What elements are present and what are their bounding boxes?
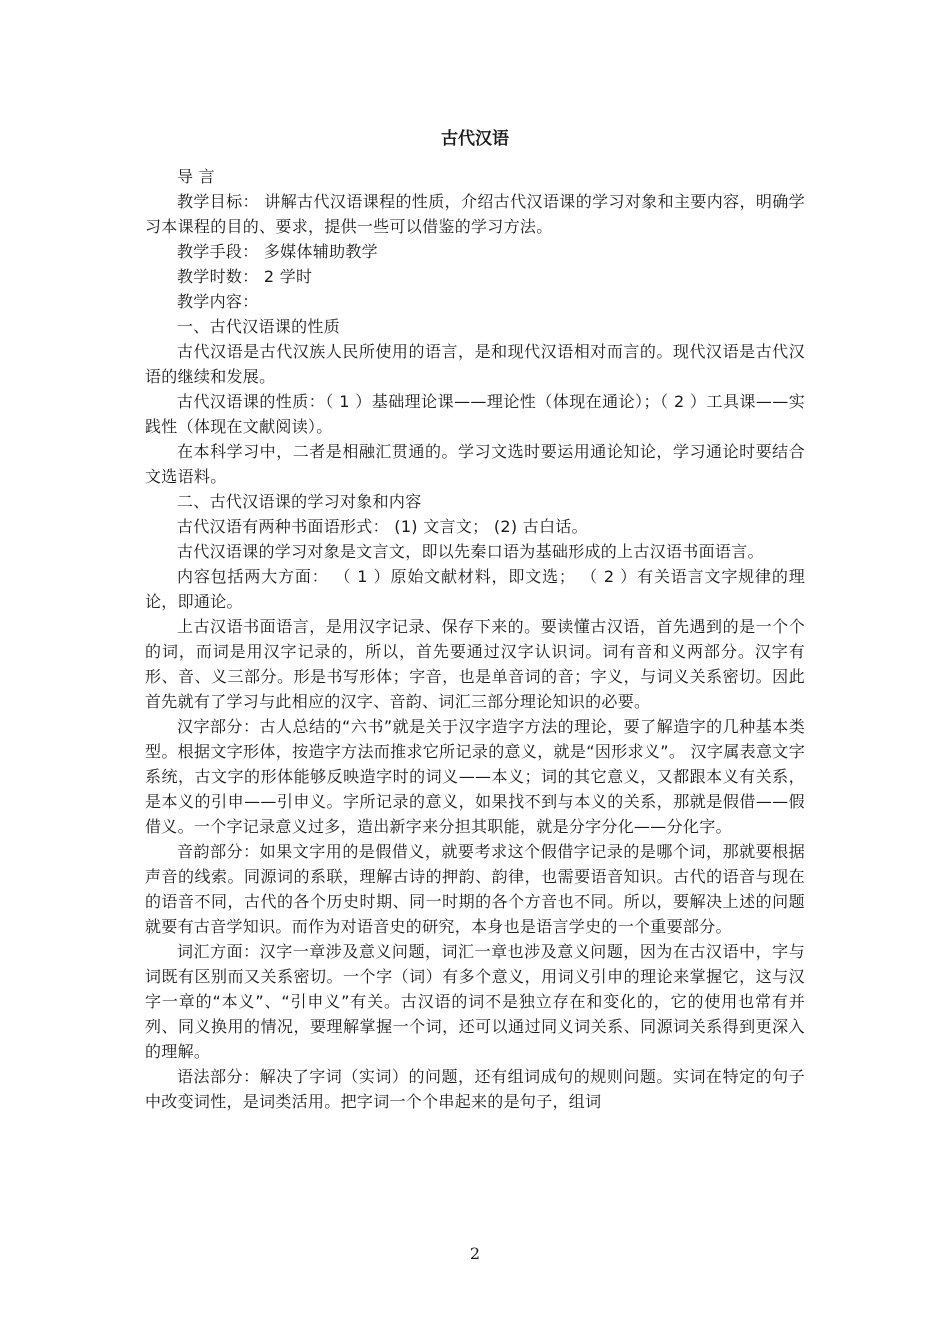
paragraph-teaching-goal: 教学目标： 讲解古代汉语课程的性质，介绍古代汉语课的学习对象和主要内容，明确学习本课程的目的、要求，提供一些可以借鉴的学习方法。 [145, 192, 805, 236]
paragraph-phonology: 音韵部分：如果文字用的是假借义，就要考求这个假借字记录的是哪个词，那就要根据声音的线索。同源词的系联，理解古诗的押韵、韵律，也需要语音知识。古代的语音与现在的语音不同，古代的各个历史时期、同一时期的各个方音也不同。所以，要解决上述的问题就要有古音学知识。而作为对语音史的研究，本身也是语言学史的一个重要部分。 [145, 842, 805, 936]
paragraph-grammar: 语法部分：解决了字词（实词）的问题，还有组词成句的规则问题。实词在特定的句子中改变词性，是词类活用。把字词一个个串起来的是句子，组词 [145, 1067, 805, 1111]
section-heading-nature: 一、古代汉语课的性质 [177, 317, 341, 336]
paragraph-teaching-content: 教学内容： [177, 292, 259, 311]
section-heading-objects: 二、古代汉语课的学习对象和内容 [177, 492, 422, 511]
document-title: 古代汉语 [441, 129, 509, 149]
paragraph-teaching-hours: 教学时数： 2 学时 [177, 267, 313, 286]
paragraph-teaching-means: 教学手段： 多媒体辅助教学 [177, 242, 378, 261]
paragraph-characters: 汉字部分：古人总结的“六书”就是关于汉字造字方法的理论，要了解造字的几种基本类型。根据文字形体，按造字方法而推求它所记录的意义，就是“因形求义”。 汉字属表意文字系统，古文字的形体能够反映造字时的词义——本义；词的其它意义，又都跟本义有关系，是本义的引申——引申义。字所记录的意义，如果找不到与本义的关系，那就是假借——假借义。一个字记录意义过多，造出新字来分担其职能，就是分字分化——分化字。 [145, 717, 805, 836]
paragraph: 古代汉语有两种书面语形式： (1) 文言文； (2) 古白话。 [177, 517, 588, 536]
document-body [145, 164, 805, 1114]
page-number: 2 [469, 1244, 481, 1263]
paragraph: 上古汉语书面语言，是用汉字记录、保存下来的。要读懂古汉语，首先遇到的是一个个的词，而词是用汉字记录的，所以，首先要通过汉字认识词。词有音和义两部分。汉字有形、音、义三部分。形是书写形体；字音，也是单音词的音；字义，与词义关系密切。因此首先就有了学习与此相应的汉字、音韵、词汇三部分理论知识的必要。 [145, 617, 805, 711]
paragraph: 古代汉语是古代汉族人民所使用的语言，是和现代汉语相对而言的。现代汉语是古代汉语的继续和发展。 [145, 342, 805, 386]
paragraph: 在本科学习中，二者是相融汇贯通的。学习文选时要运用通论知论，学习通论时要结合文选语料。 [145, 442, 805, 486]
section-heading-intro: 导 言 [177, 167, 215, 186]
paragraph: 内容包括两大方面： （ 1 ）原始文献材料，即文选； （ 2 ）有关语言文字规律的理论，即通论。 [145, 567, 805, 611]
paragraph: 古代汉语课的性质：（ 1 ）基础理论课——理论性（体现在通论）；（ 2 ）工具课——实践性（体现在文献阅读）。 [145, 392, 805, 436]
paragraph: 古代汉语课的学习对象是文言文，即以先秦口语为基础形成的上古汉语书面语言。 [177, 542, 764, 561]
paragraph-vocabulary: 词汇方面：汉字一章涉及意义问题，词汇一章也涉及意义问题，因为在古汉语中，字与词既有区别而又关系密切。一个字（词）有多个意义，用词义引申的理论来掌握它，这与汉字一章的“本义”、“引申义”有关。古汉语的词不是独立存在和变化的，它的使用也常有并列、同义换用的情况，要理解掌握一个词，还可以通过同义词关系、同源词关系得到更深入的理解。 [145, 942, 805, 1061]
